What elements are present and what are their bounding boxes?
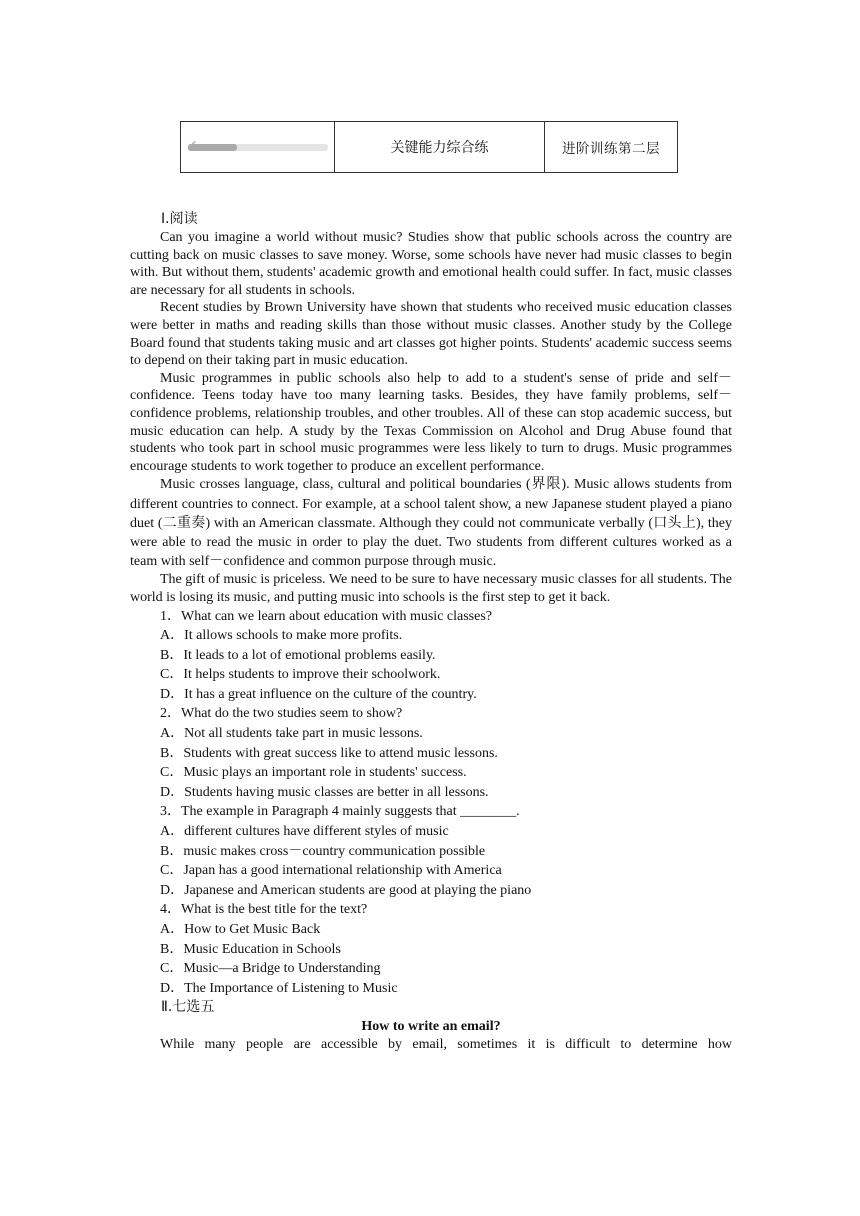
section-heading-seven-choose-five: Ⅱ.七选五 [161, 999, 215, 1016]
option: C．Japan has a good international relationship with America [160, 863, 502, 879]
document-body [130, 210, 732, 1054]
header-subtitle: 进阶训练第二层 [562, 141, 660, 157]
header-table [180, 121, 678, 173]
option: D．The Importance of Listening to Music [160, 980, 398, 996]
paragraph: Can you imagine a world without music? Studies show that public schools across the country are cutting back on music classes to save money. Worse, some schools have never had music classes to begin with. But without them, students' academic growth and emotional health could suffer. In fact, music classes are necessary for all students in schools. [130, 230, 732, 298]
option: D．It has a great influence on the culture of the country. [160, 686, 477, 702]
question-stem: 4．What is the best title for the text? [160, 902, 368, 918]
option: D．Japanese and American students are good at playing the piano [160, 882, 532, 898]
option: A．How to Get Music Back [160, 922, 321, 938]
option: B．Music Education in Schools [160, 941, 341, 957]
paragraph: Recent studies by Brown University have shown that students who received music education classes were better in maths and reading skills than those without music classes. Another study by the College Board found that students taking music and art classes got higher points. Students' academic success seems to depend on their taking part in music education. [130, 300, 732, 369]
paragraph: Music programmes in public schools also help to add to a student's sense of pride and self－confidence. Teens today have too many learning tasks. Besides, they have family problems, self－confidence problems, relationship troubles, and other troubles. All of these can stop academic success, but music education can help. A study by the Texas Commission on Alcohol and Drug Abuse found that students who took part in school music programmes were less likely to turn to drugs. Music programmes encourage students to work together to produce an excellent performance. [130, 370, 732, 474]
option: C．Music—a Bridge to Understanding [160, 961, 381, 977]
option: A．Not all students take part in music lessons. [160, 726, 423, 742]
option: A．different cultures have different styles of music [160, 824, 449, 840]
paragraph: Music crosses language, class, cultural and political boundaries (界限). Music allows students from different countries to connect. For example, at a school talent show, a new Japanese student played a piano duet (二重奏) with an American classmate. Although they could not communicate verbally (口头上), they were able to read the music in order to play the duet. Two students from different cultures worked as a team with self－confidence and common purpose through music. [130, 477, 732, 570]
paragraph: The gift of music is priceless. We need to be sure to have necessary music classes for all students. The world is losing its music, and putting music into schools is the first step to get it back. [130, 572, 732, 605]
option: B．Students with great success like to attend music lessons. [160, 745, 498, 761]
check-icon: ✔ [188, 137, 198, 151]
question-1 [130, 607, 732, 705]
question-stem: 1．What can we learn about education with music classes? [160, 608, 492, 624]
question-4 [130, 900, 732, 998]
question-stem: 3．The example in Paragraph 4 mainly suggests that ________. [160, 804, 520, 820]
header-title: 关键能力综合练 [335, 122, 545, 172]
paragraph: While many people are accessible by email, sometimes it is difficult to determine how [160, 1037, 732, 1053]
option: D．Students having music classes are better in all lessons. [160, 784, 489, 800]
option: B．It leads to a lot of emotional problems easily. [160, 647, 436, 663]
progress-bar [188, 137, 328, 151]
question-3 [130, 802, 732, 900]
option: B．music makes cross－country communication possible [160, 843, 486, 859]
question-stem: 2．What do the two studies seem to show? [160, 706, 403, 722]
option: C．Music plays an important role in students' success. [160, 765, 467, 781]
question-2 [130, 704, 732, 802]
progress-cell [181, 122, 335, 172]
option: A．It allows schools to make more profits. [160, 628, 403, 644]
section-heading-reading: Ⅰ.阅读 [161, 211, 198, 227]
passage-title: How to write an email? [361, 1019, 501, 1035]
option: C．It helps students to improve their schoolwork. [160, 667, 441, 683]
